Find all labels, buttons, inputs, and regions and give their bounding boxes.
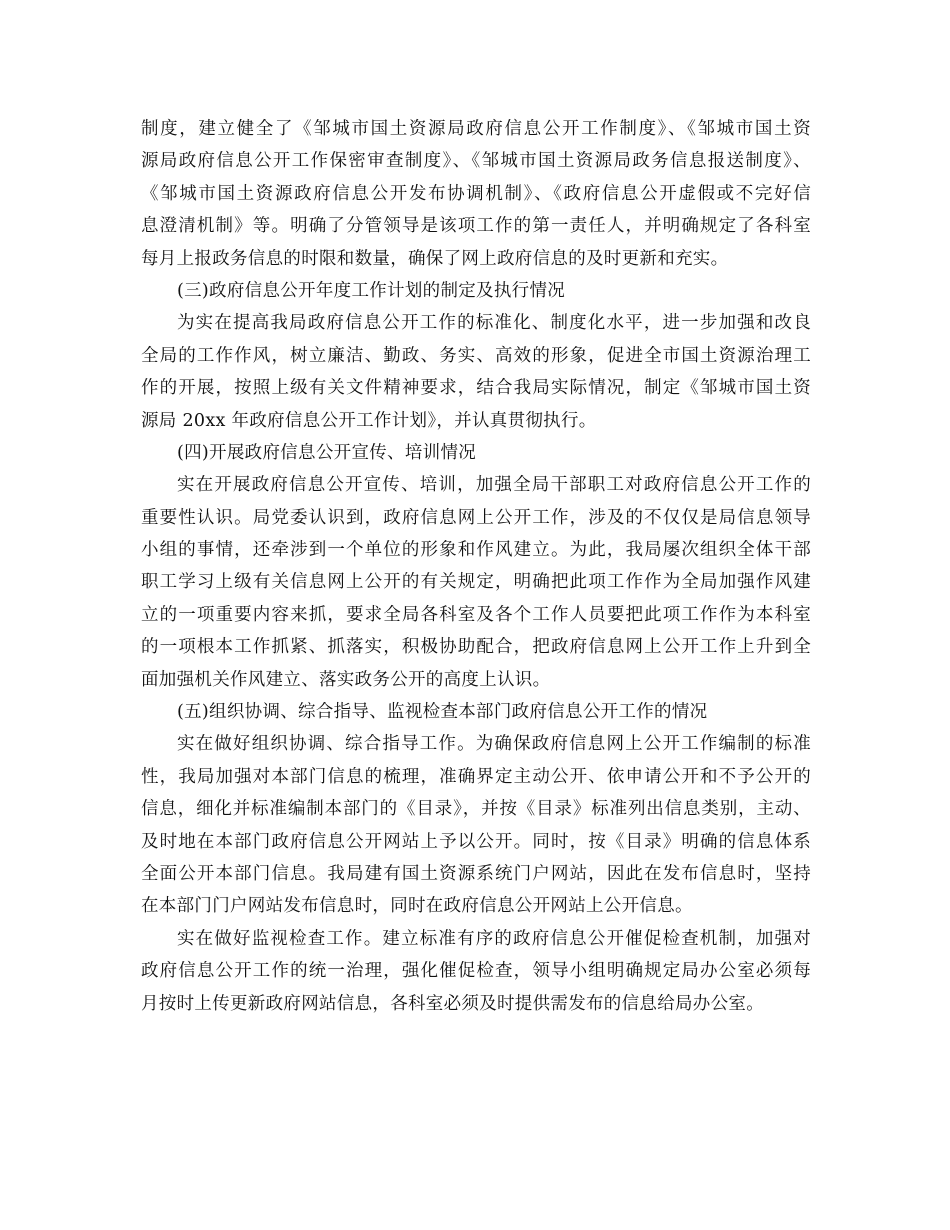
text-line: 《邹城市国土资源政府信息公开发布协调机制》、《政府信息公开虚假或不完好信 (141, 183, 811, 204)
paragraph (141, 923, 811, 1020)
text-line: 重要性认识。局党委认识到，政府信息网上公开工作，涉及的不仅仅是局信息领导 (141, 507, 811, 528)
text-line: (三)政府信息公开年度工作计划的制定及执行情况 (177, 280, 566, 301)
paragraph (141, 696, 811, 728)
text-line: 月按时上传更新政府网站信息，各科室必须及时提供需发布的信息给局办公室。 (141, 993, 764, 1014)
document-body (141, 113, 811, 1020)
text-line: 全面公开本部门信息。我局建有国土资源系统门户网站，因此在发布信息时，坚持 (141, 863, 811, 884)
text-line: 面加强机关作风建立、落实政务公开的高度上认识。 (141, 669, 551, 690)
text-line: 信息，细化并标准编制本部门的《目录》，并按《目录》标准列出信息类别，主动、 (141, 799, 811, 820)
text-line: 小组的事情，还牵涉到一个单位的形象和作风建立。为此，我局屡次组织全体干部 (141, 540, 811, 561)
text-line: 在本部门门户网站发布信息时，同时在政府信息公开网站上公开信息。 (141, 896, 693, 917)
text-line: 息澄清机制》等。明确了分管领导是该项工作的第一责任人，并明确规定了各科室 (141, 216, 811, 237)
text-line: 实在做好组织协调、综合指导工作。为确保政府信息网上公开工作编制的标准 (177, 734, 811, 755)
text-line: 为实在提高我局政府信息公开工作的标准化、制度化水平，进一步加强和改良 (177, 313, 811, 334)
text-line: 实在做好监视检查工作。建立标准有序的政府信息公开催促检查机制，加强对 (177, 928, 811, 949)
text-line: 立的一项重要内容来抓，要求全局各科室及各个工作人员要把此项工作作为本科室 (141, 604, 811, 625)
text-line: 的一项根本工作抓紧、抓落实，积极协助配合，把政府信息网上公开工作上升到全 (141, 637, 811, 658)
text-line: 职工学习上级有关信息网上公开的有关规定，明确把此项工作作为全局加强作风建 (141, 572, 811, 593)
text-line: 全局的工作作风，树立廉洁、勤政、务实、高效的形象，促进全市国土资源治理工 (141, 345, 811, 366)
text-line: 及时地在本部门政府信息公开网站上予以公开。同时，按《目录》明确的信息体系 (141, 831, 811, 852)
text-line: 性，我局加强对本部门信息的梳理，准确界定主动公开、依申请公开和不予公开的 (141, 766, 811, 787)
text-line: 每月上报政务信息的时限和数量，确保了网上政府信息的及时更新和充实。 (141, 248, 729, 269)
text-line: 实在开展政府信息公开宣传、培训，加强全局干部职工对政府信息公开工作的 (177, 475, 811, 496)
paragraph (141, 275, 811, 307)
text-line: (五)组织协调、综合指导、监视检查本部门政府信息公开工作的情况 (177, 702, 708, 723)
text-line: 源局政府信息公开工作保密审查制度》、《邹城市国土资源局政务信息报送制度》、 (141, 151, 811, 172)
text-line: 制度，建立健全了《邹城市国土资源局政府信息公开工作制度》、《邹城市国土资 (141, 119, 811, 139)
paragraph (141, 307, 811, 437)
paragraph (141, 437, 811, 469)
text-line: (四)开展政府信息公开宣传、培训情况 (177, 442, 477, 463)
text-line: 作的开展，按照上级有关文件精神要求，结合我局实际情况，制定《邹城市国土资 (141, 378, 811, 399)
paragraph (141, 113, 811, 275)
paragraph (141, 469, 811, 696)
text-line: 政府信息公开工作的统一治理，强化催促检查，领导小组明确规定局办公室必须每 (141, 961, 811, 982)
paragraph (141, 728, 811, 922)
text-line: 源局 20xx 年政府信息公开工作计划》，并认真贯彻执行。 (141, 410, 597, 431)
